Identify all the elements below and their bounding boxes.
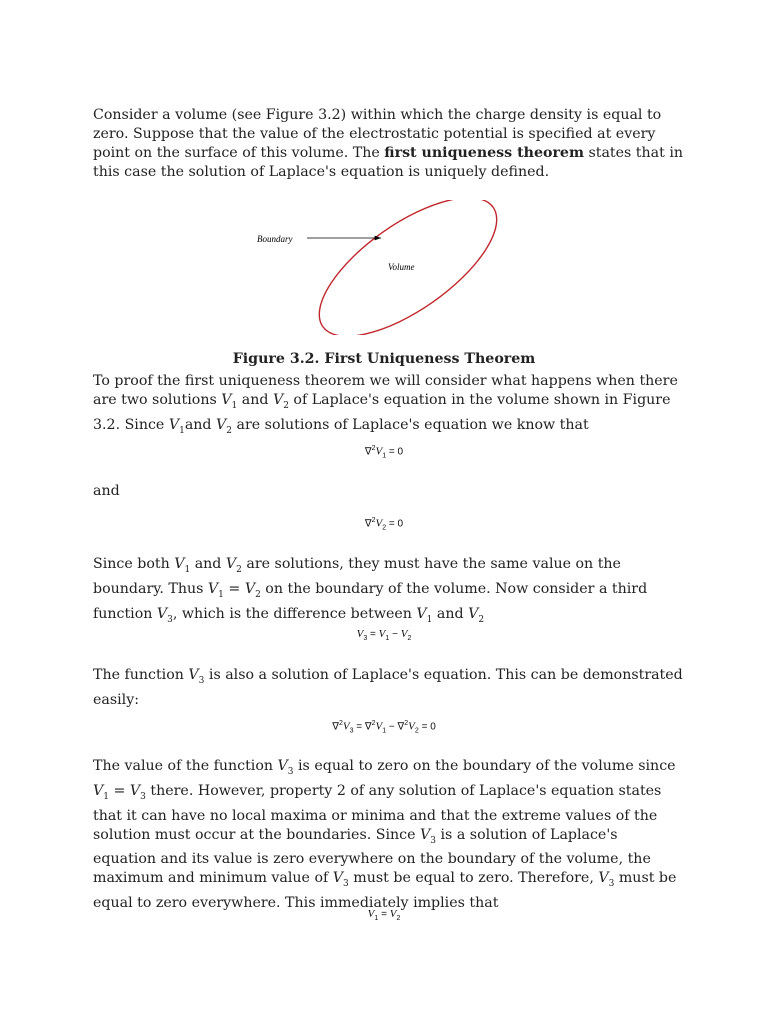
text-fragment: are solutions of Laplace's equation we know that	[232, 416, 589, 433]
text-fragment: 2	[414, 727, 419, 735]
text-fragment: V	[225, 556, 237, 572]
figure-ellipse	[250, 200, 510, 335]
text-fragment: 2	[396, 915, 401, 922]
and-text: and	[93, 483, 120, 499]
text-fragment: ∇	[364, 721, 372, 733]
text-fragment: 2	[478, 614, 485, 625]
text-fragment: and	[432, 605, 469, 622]
text-fragment: 2	[382, 524, 387, 532]
text-fragment: 3	[349, 727, 354, 735]
text-fragment: The value of the function	[93, 758, 278, 774]
text-fragment: 1	[382, 452, 387, 460]
volume-label: Volume	[388, 262, 415, 272]
text-fragment: 1	[385, 635, 390, 642]
text-fragment: 3	[167, 614, 173, 625]
text-fragment: V	[416, 605, 427, 622]
text-fragment: 3	[343, 879, 349, 890]
text-fragment: 2	[283, 400, 289, 411]
text-fragment: 3	[430, 835, 436, 846]
intro-paragraph	[93, 106, 683, 182]
text-fragment: V	[93, 782, 104, 799]
text-fragment: V	[378, 628, 386, 640]
text-fragment: −	[389, 629, 401, 640]
text-fragment: 1	[426, 614, 433, 625]
text-fragment: V	[389, 908, 397, 920]
intro-bold-term: first uniqueness theorem	[384, 145, 584, 161]
text-fragment: 2	[371, 445, 376, 452]
text-fragment: V	[375, 720, 383, 733]
text-fragment: must be equal to zero. Therefore,	[348, 870, 599, 887]
figure-svg	[250, 200, 510, 335]
text-fragment: 3	[608, 879, 615, 890]
text-fragment: V	[598, 870, 609, 887]
text-fragment: , which is the difference between	[172, 605, 417, 622]
text-fragment: V	[400, 628, 408, 640]
text-fragment: −	[386, 721, 398, 733]
text-fragment: 3	[140, 791, 146, 802]
text-fragment: is a solution of Laplace's equation and its value is zero everywhere on the boundary of the volume, the maximum and minimum value of	[93, 826, 651, 887]
intro-text-2: states that in this case the solution of Laplace's equation is uniquely defined.	[93, 145, 683, 180]
text-fragment: 1	[382, 727, 387, 735]
text-fragment: The function	[93, 667, 189, 683]
text-fragment: there. However, property 2 of any solution of Laplace's equation states that it can have no local maxima or minima and that the extreme values of the solution must occur at the boundaries. Since	[93, 782, 662, 843]
text-fragment: V	[468, 605, 479, 622]
text-fragment: = 0	[418, 721, 436, 733]
text-fragment: 1	[374, 915, 379, 922]
figure-caption: Figure 3.2. First Uniqueness Theorem	[232, 351, 536, 367]
text-fragment: V	[216, 416, 227, 433]
text-fragment: 1	[231, 400, 238, 411]
text-fragment: is equal to zero on the boundary of the volume since	[293, 758, 676, 774]
text-fragment: V	[342, 720, 350, 733]
text-fragment: 2	[404, 720, 409, 727]
text-fragment: V	[174, 556, 185, 572]
function-v3-paragraph	[93, 666, 683, 710]
text-fragment: 2	[338, 720, 343, 727]
equation-laplace-v2	[0, 517, 768, 531]
text-fragment: ∇	[397, 721, 405, 733]
text-fragment: Since both	[93, 556, 175, 572]
text-fragment: V	[272, 392, 284, 408]
text-fragment: 1	[184, 564, 191, 575]
text-fragment: =	[223, 580, 245, 597]
text-fragment: are solutions, they must have the same value on the boundary. Thus	[93, 556, 621, 597]
text-fragment: V	[277, 758, 288, 774]
text-fragment: is also a solution of Laplace's equation. This can be demonstrated easily:	[93, 667, 683, 708]
text-fragment: V	[367, 908, 375, 920]
text-fragment: V	[375, 517, 383, 530]
text-fragment: V	[332, 870, 344, 887]
text-fragment: To proof the first uniqueness theorem we will consider what happens when there are two solutions	[93, 373, 678, 408]
boundary-label: Boundary	[257, 234, 293, 244]
text-fragment: 2	[407, 635, 412, 642]
text-fragment: 1	[179, 425, 185, 436]
text-fragment: 2	[371, 720, 376, 727]
text-fragment: 3	[363, 635, 368, 642]
text-fragment: =	[353, 721, 365, 733]
text-fragment: V	[420, 826, 431, 843]
text-fragment: =	[367, 629, 379, 640]
equation-v1-equals-v2	[0, 908, 768, 922]
text-fragment: V	[129, 782, 141, 799]
text-fragment: V	[188, 667, 199, 683]
text-fragment: V	[168, 416, 180, 433]
text-fragment: V	[375, 445, 383, 458]
text-fragment: 2	[371, 517, 376, 524]
final-paragraph	[93, 757, 683, 913]
text-fragment: and	[190, 556, 226, 572]
text-fragment: V	[207, 580, 219, 597]
text-fragment: V	[156, 605, 168, 622]
text-fragment: and	[184, 416, 217, 433]
text-fragment: =	[108, 782, 130, 799]
text-fragment: V	[244, 580, 256, 597]
equation-laplace-v1	[0, 445, 768, 459]
text-fragment: ∇	[332, 721, 339, 733]
text-fragment: V	[356, 628, 364, 640]
text-fragment: V	[221, 392, 232, 408]
text-fragment: V	[408, 720, 415, 733]
text-fragment: ∇	[364, 446, 372, 458]
equation-v3-difference	[0, 628, 768, 642]
text-fragment: 2	[255, 589, 261, 600]
text-fragment: and	[237, 392, 273, 408]
text-fragment: must be equal to zero everywhere. This immediately implies that	[93, 870, 677, 912]
text-fragment: of Laplace's equation in the volume shown in Figure 3.2. Since	[93, 392, 671, 433]
both-solutions-paragraph	[93, 555, 683, 629]
text-fragment: = 0	[386, 446, 404, 458]
text-fragment: 3	[198, 675, 205, 686]
text-fragment: 1	[218, 589, 224, 600]
intro-text-1: Consider a volume (see Figure 3.2) within which the charge density is equal to zero. Suppose that the value of the electrostatic potential is specified at every point on the surface of this volume. The	[93, 107, 662, 161]
text-fragment: ∇	[364, 518, 372, 530]
text-fragment: on the boundary of the volume. Now consider a third function	[93, 580, 648, 622]
text-fragment: 1	[103, 791, 109, 802]
text-fragment: = 0	[386, 518, 404, 530]
text-fragment: 2	[236, 564, 242, 575]
text-fragment: 3	[287, 766, 294, 777]
equation-laplace-v3	[0, 720, 768, 734]
text-fragment: =	[378, 909, 390, 920]
text-fragment: 2	[226, 425, 233, 436]
proof-paragraph	[93, 372, 683, 441]
